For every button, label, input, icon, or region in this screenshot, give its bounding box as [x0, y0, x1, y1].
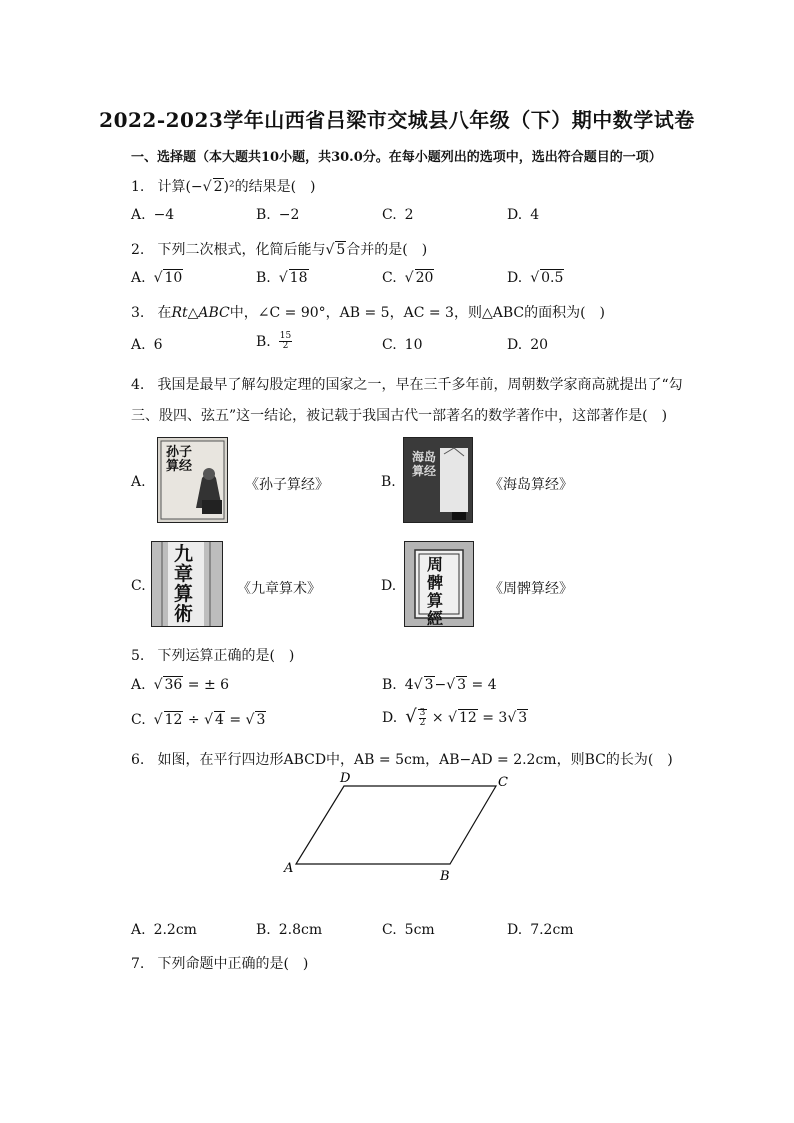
question-text: 如图，在平行四边形ABCD中，AB = 5cm，AB−AD = 2.2cm，则BC的长为( ) [157, 752, 673, 768]
vertex-label-c: C [498, 775, 508, 790]
question-number: 3. [131, 305, 145, 321]
question-1 [131, 176, 316, 196]
question-5-options-row-1 [131, 677, 691, 699]
option-d[interactable]: D. 4 [507, 207, 540, 223]
question-text: 计算(−√ 2)²的结果是( ) [157, 179, 316, 195]
question-number: 6. [131, 752, 145, 768]
question-text: 下列运算正确的是( ) [157, 648, 295, 664]
option-c[interactable]: C. 2 [382, 207, 414, 223]
option-c[interactable]: C. √ 20 [382, 270, 434, 286]
option-b[interactable]: B. 2.8cm [256, 922, 323, 938]
option-d[interactable]: D. √ $\frac{3}{2}$ × √ 12 = 3√ 3 [382, 706, 528, 728]
option-a[interactable]: A. −4 [131, 207, 175, 223]
question-text: 在Rt△ABC中，∠C = 90°，AB = 5，AC = 3，则△ABC的面积为( ) [157, 305, 606, 321]
book-cover-title: 周髀算經 [427, 555, 444, 627]
book-cover-title: 孙子算经 [166, 445, 193, 474]
vertex-label-b: B [440, 869, 450, 884]
question-3-options [131, 331, 691, 359]
parallelogram-figure [280, 768, 520, 892]
question-number: 4. [131, 377, 145, 393]
book-cover-jiuzhang[interactable] [151, 541, 223, 627]
option-c-text: 《九章算术》 [237, 581, 321, 597]
option-c[interactable]: C. 10 [382, 337, 423, 353]
option-d[interactable]: D. √ 0.5 [507, 270, 564, 286]
book-cover-haidao[interactable] [403, 437, 473, 523]
option-d-label[interactable]: D. [381, 578, 397, 594]
option-a-label[interactable]: A. [131, 474, 146, 490]
question-number: 2. [131, 242, 145, 258]
question-2 [131, 239, 427, 259]
question-4-line-2: 三、股四、弦五”这一结论，被记载于我国古代一部著名的数学著作中，这部著作是( ) [131, 408, 668, 424]
option-c[interactable]: C. √ 12 ÷ √ 4 = √ 3 [131, 712, 266, 728]
question-5 [131, 645, 294, 665]
book-cover-title: 九章算術 [174, 543, 194, 625]
page-title: 2022-2023学年山西省吕梁市交城县八年级（下）期中数学试卷 [99, 108, 695, 132]
question-number: 7. [131, 956, 145, 972]
book-cover-sunzi[interactable] [157, 437, 228, 523]
question-3 [131, 302, 605, 322]
option-b-text: 《海岛算经》 [489, 477, 573, 493]
option-b[interactable]: B. $\frac{15}{2}$ [256, 331, 292, 351]
sqrt-expression: √ 2 [202, 179, 223, 195]
option-b-label[interactable]: B. [381, 474, 396, 490]
question-text: 下列命题中正确的是( ) [157, 956, 309, 972]
option-a[interactable]: A. √ 36 = ± 6 [131, 677, 230, 693]
option-a-text: 《孙子算经》 [245, 477, 329, 493]
question-text: 下列二次根式，化简后能与√ 5合并的是( ) [157, 242, 428, 258]
option-d[interactable]: D. 20 [507, 337, 549, 353]
question-number: 5. [131, 648, 145, 664]
question-7 [131, 953, 308, 973]
question-4 [131, 374, 683, 394]
option-b[interactable]: B. 4√ 3−√ 3 = 4 [382, 677, 497, 693]
question-6-options [131, 922, 691, 944]
question-6 [131, 749, 673, 769]
option-b[interactable]: B. −2 [256, 207, 300, 223]
question-text-line-1: 我国是最早了解勾股定理的国家之一，早在三千多年前，周朝数学家商高就提出了“勾 [157, 377, 683, 393]
vertex-label-a: A [284, 861, 294, 876]
question-5-options-row-2 [131, 706, 691, 734]
option-a[interactable]: A. 2.2cm [131, 922, 197, 938]
option-a[interactable]: A. √ 10 [131, 270, 183, 286]
book-cover-title: 海岛算经 [412, 450, 437, 478]
parallelogram-shape [296, 786, 496, 864]
question-1-options [131, 207, 691, 229]
option-b[interactable]: B. √ 18 [256, 270, 308, 286]
option-c[interactable]: C. 5cm [382, 922, 435, 938]
section-header: 一、选择题（本大题共10小题，共30.0分。在每小题列出的选项中，选出符合题目的一项） [131, 150, 662, 165]
option-d[interactable]: D. 7.2cm [507, 922, 574, 938]
option-a[interactable]: A. 6 [131, 337, 163, 353]
book-cover-zhoubi[interactable] [404, 541, 474, 627]
vertex-label-d: D [340, 771, 351, 786]
option-d-text: 《周髀算经》 [489, 581, 573, 597]
question-number: 1. [131, 179, 145, 195]
option-c-label[interactable]: C. [131, 578, 146, 594]
question-2-options [131, 270, 691, 292]
